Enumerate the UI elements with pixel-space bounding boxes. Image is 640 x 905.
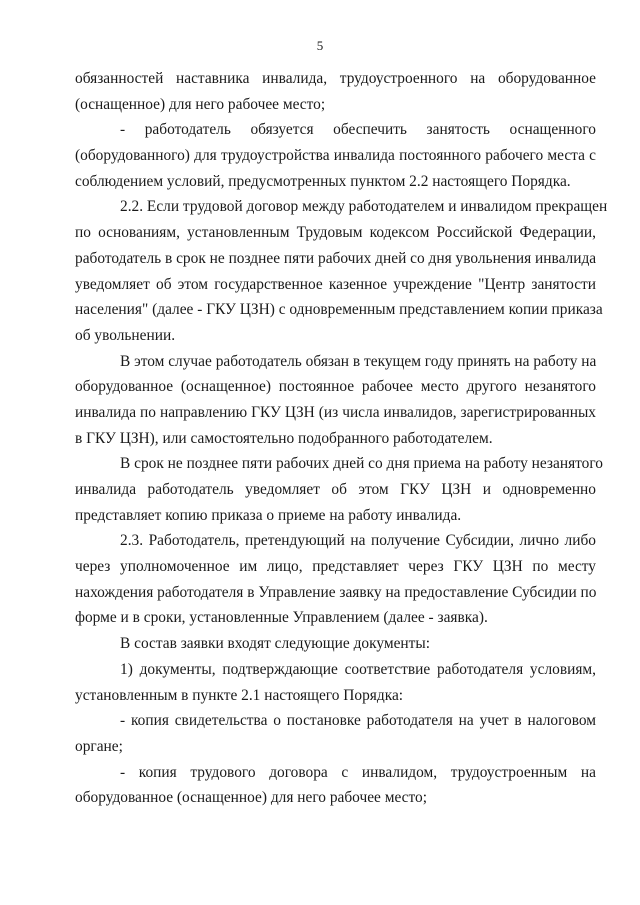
text-line: уведомляет об этом государственное казенное учреждение "Центр занятости <box>75 275 596 293</box>
text-line: соблюдением условий, предусмотренных пунктом 2.2 настоящего Порядка. <box>75 172 571 190</box>
text-line: через уполномоченное им лицо, представляет через ГКУ ЦЗН по месту <box>75 558 596 576</box>
text-line: В этом случае работодатель обязан в текущем году принять на работу на <box>120 352 597 370</box>
document-body <box>75 66 608 811</box>
text-line: (оснащенное) для него рабочее место; <box>75 95 326 113</box>
text-line: (оборудованного) для трудоустройства инвалида постоянного рабочего места с <box>75 147 596 165</box>
text-line: В состав заявки входят следующие документы: <box>120 635 430 653</box>
text-line: по основаниям, установленным Трудовым кодексом Российской Федерации, <box>75 224 596 242</box>
text-line: форме и в сроки, установленные Управлением (далее - заявка). <box>75 609 488 627</box>
text-line: органе; <box>75 737 123 755</box>
page-number: 5 <box>316 38 324 53</box>
text-line: в ГКУ ЦЗН), или самостоятельно подобранного работодателем. <box>75 429 493 447</box>
text-line: об увольнении. <box>75 326 176 344</box>
text-line: обязанностей наставника инвалида, трудоустроенного на оборудованное <box>75 70 596 87</box>
text-line: - копия свидетельства о постановке работодателя на учет в налоговом <box>120 712 596 730</box>
text-line: 2.2. Если трудовой договор между работодателем и инвалидом прекращен <box>120 198 608 216</box>
text-line: В срок не позднее пяти рабочих дней со дня приема на работу незанятого <box>120 455 604 473</box>
text-line: - копия трудового договора с инвалидом, трудоустроенным на <box>120 763 596 781</box>
text-line: 1) документы, подтверждающие соответствие работодателя условиям, <box>120 660 596 678</box>
text-line: нахождения работодателя в Управление заявку на предоставление Субсидии по <box>75 583 597 601</box>
text-line: населения" (далее - ГКУ ЦЗН) с одновременным представлением копии приказа <box>75 301 603 319</box>
text-line: оборудованное (оснащенное) постоянное рабочее место другого незанятого <box>75 378 596 396</box>
text-line: - работодатель обязуется обеспечить занятость оснащенного <box>120 121 596 139</box>
text-line: 2.3. Работодатель, претендующий на получение Субсидии, лично либо <box>120 532 596 550</box>
text-line: оборудованное (оснащенное) для него рабочее место; <box>75 789 427 807</box>
text-line: установленным в пункте 2.1 настоящего Порядка: <box>75 686 404 704</box>
text-line: инвалида работодатель уведомляет об этом ГКУ ЦЗН и одновременно <box>75 481 596 498</box>
text-line: представляет копию приказа о приеме на работу инвалида. <box>75 506 462 524</box>
text-line: работодатель в срок не позднее пяти рабочих дней со дня увольнения инвалида <box>75 249 597 267</box>
text-line: инвалида по направлению ГКУ ЦЗН (из числа инвалидов, зарегистрированных <box>75 403 596 421</box>
